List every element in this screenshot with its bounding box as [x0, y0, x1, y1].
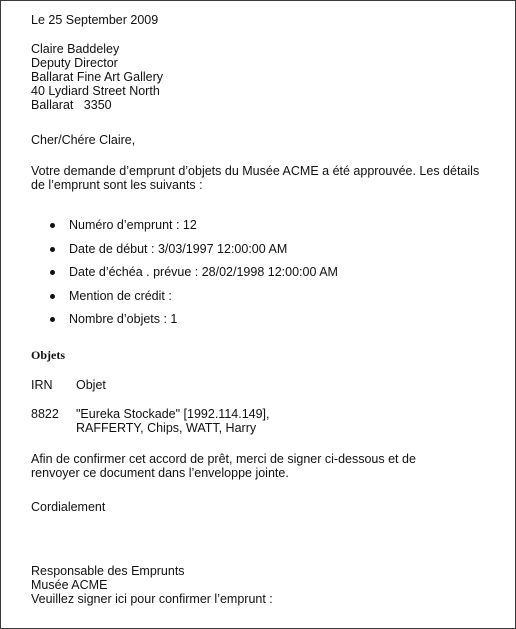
- due-date: Date d’échéa . prévue : 28/02/1998 12:00:00 AM: [69, 265, 338, 279]
- recipient-name: Claire Baddeley: [31, 42, 120, 56]
- recipient-address: [31, 42, 163, 112]
- letter-date: Le 25 September 2009: [31, 13, 159, 27]
- list-item: [31, 289, 338, 313]
- bullet-icon: [50, 317, 55, 322]
- credit-line: Mention de crédit :: [69, 288, 172, 303]
- object-title: "Eureka Stockade" [1992.114.149],: [76, 407, 270, 421]
- closing: Cordialement: [31, 500, 106, 514]
- list-item: [31, 242, 338, 266]
- list-item: [31, 265, 338, 289]
- loan-number: Numéro d’emprunt : 12: [69, 218, 197, 232]
- object-irn: 8822: [31, 407, 59, 421]
- confirmation-line: renvoyer ce document dans l’enveloppe jointe.: [31, 466, 289, 480]
- signer-museum: Musée ACME: [31, 578, 108, 592]
- start-date: Date de début : 3/03/1997 12:00:00 AM: [69, 241, 288, 256]
- recipient-title: Deputy Director: [31, 56, 118, 70]
- loan-details-list: [31, 218, 338, 336]
- signer-role: Responsable des Emprunts: [31, 564, 185, 578]
- object-description: [76, 407, 270, 435]
- recipient-street: 40 Lydiard Street North: [31, 84, 160, 98]
- recipient-organisation: Ballarat Fine Art Gallery: [31, 70, 163, 84]
- irn-column-header: IRN: [31, 378, 53, 392]
- confirmation-line: Afin de confirmer cet accord de prêt, merci de signer ci-dessous et de: [31, 452, 416, 466]
- bullet-icon: [50, 247, 55, 252]
- object-creators: RAFFERTY, Chips, WATT, Harry: [76, 421, 257, 435]
- bullet-icon: [50, 294, 55, 299]
- list-item: [31, 218, 338, 242]
- objects-heading: Objets: [31, 348, 65, 362]
- signature-block: [31, 564, 273, 606]
- confirmation-paragraph: [31, 452, 416, 480]
- object-column-header: Objet: [76, 378, 106, 392]
- signature-instruction: Veuillez signer ici pour confirmer l’emprunt :: [31, 592, 273, 606]
- object-count: Nombre d’objets : 1: [69, 312, 178, 326]
- salutation: Cher/Chére Claire,: [31, 133, 136, 147]
- bullet-icon: [50, 223, 55, 228]
- list-item: [31, 312, 338, 336]
- recipient-city: Ballarat 3350: [31, 98, 112, 112]
- intro-paragraph: Votre demande d’emprunt d’objets du Musée ACME a été approuvée. Les détails de l’emprunt sont les suivants :: [31, 164, 480, 192]
- bullet-icon: [50, 270, 55, 275]
